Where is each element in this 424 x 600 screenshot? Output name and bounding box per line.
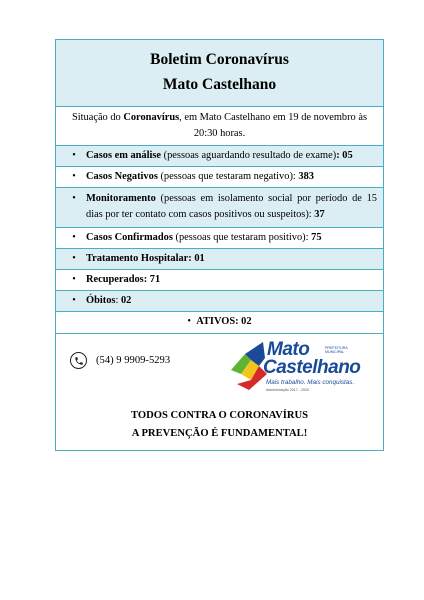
list-item-cases-analysis: • Casos em análise (pessoas aguardando resultado de exame): 05 <box>56 146 383 167</box>
bullet-icon: • <box>72 274 76 285</box>
bullet-icon: • <box>72 295 76 306</box>
campaign-slogan: TODOS CONTRA O CORONAVÍRUS A PREVENÇÃO É FUNDAMENTAL! <box>130 410 309 439</box>
list-item-active: • ATIVOS: 02 <box>56 312 383 334</box>
list-item-hospital: • Tratamento Hospitalar: 01 <box>56 249 383 270</box>
logo-small-text: PREFEITURA MUNICIPAL <box>325 346 348 354</box>
phone-icon <box>70 352 87 369</box>
bulletin-header <box>56 40 383 107</box>
logo-admin-text: Administração 2017 - 2020 <box>266 388 309 392</box>
phone-number: (54) 9 9909-5293 <box>96 355 171 366</box>
list-item-confirmed: • Casos Confirmados (pessoas que testaram positivo): 75 <box>56 228 383 249</box>
municipality-logo <box>229 340 371 402</box>
situation-intro: Situação do Coronavírus, em Mato Castelhano em 19 de novembro às 20:30 horas. <box>56 107 383 146</box>
list-item-recovered: • Recuperados: 71 <box>56 270 383 291</box>
bullet-icon: • <box>72 150 76 161</box>
logo-word-1: Mato <box>267 339 310 360</box>
bullet-icon: • <box>72 232 76 243</box>
bullet-icon: • <box>72 253 76 264</box>
list-item-negative: • Casos Negativos (pessoas que testaram negativo): 383 <box>56 167 383 188</box>
bulletin-town: Mato Castelhano <box>162 76 277 93</box>
bullet-icon: • <box>72 171 76 182</box>
contact-footer <box>56 334 383 450</box>
list-item-monitoring: • Monitoramento (pessoas em isolamento social por período de 15 dias por ter contato com casos positivos ou suspeitos): 37 <box>56 188 383 228</box>
logo-word-2: Castelhano <box>263 357 361 378</box>
list-item-deaths: • Óbitos: 02 <box>56 291 383 312</box>
bullet-icon: • <box>187 316 192 327</box>
bulletin-title: Boletim Coronavírus <box>150 51 289 68</box>
bulletin-sheet <box>55 39 384 451</box>
phone-contact[interactable] <box>70 352 170 369</box>
logo-slogan: Mais trabalho. Mais conquistas. <box>266 379 355 386</box>
bullet-icon: • <box>72 193 76 204</box>
